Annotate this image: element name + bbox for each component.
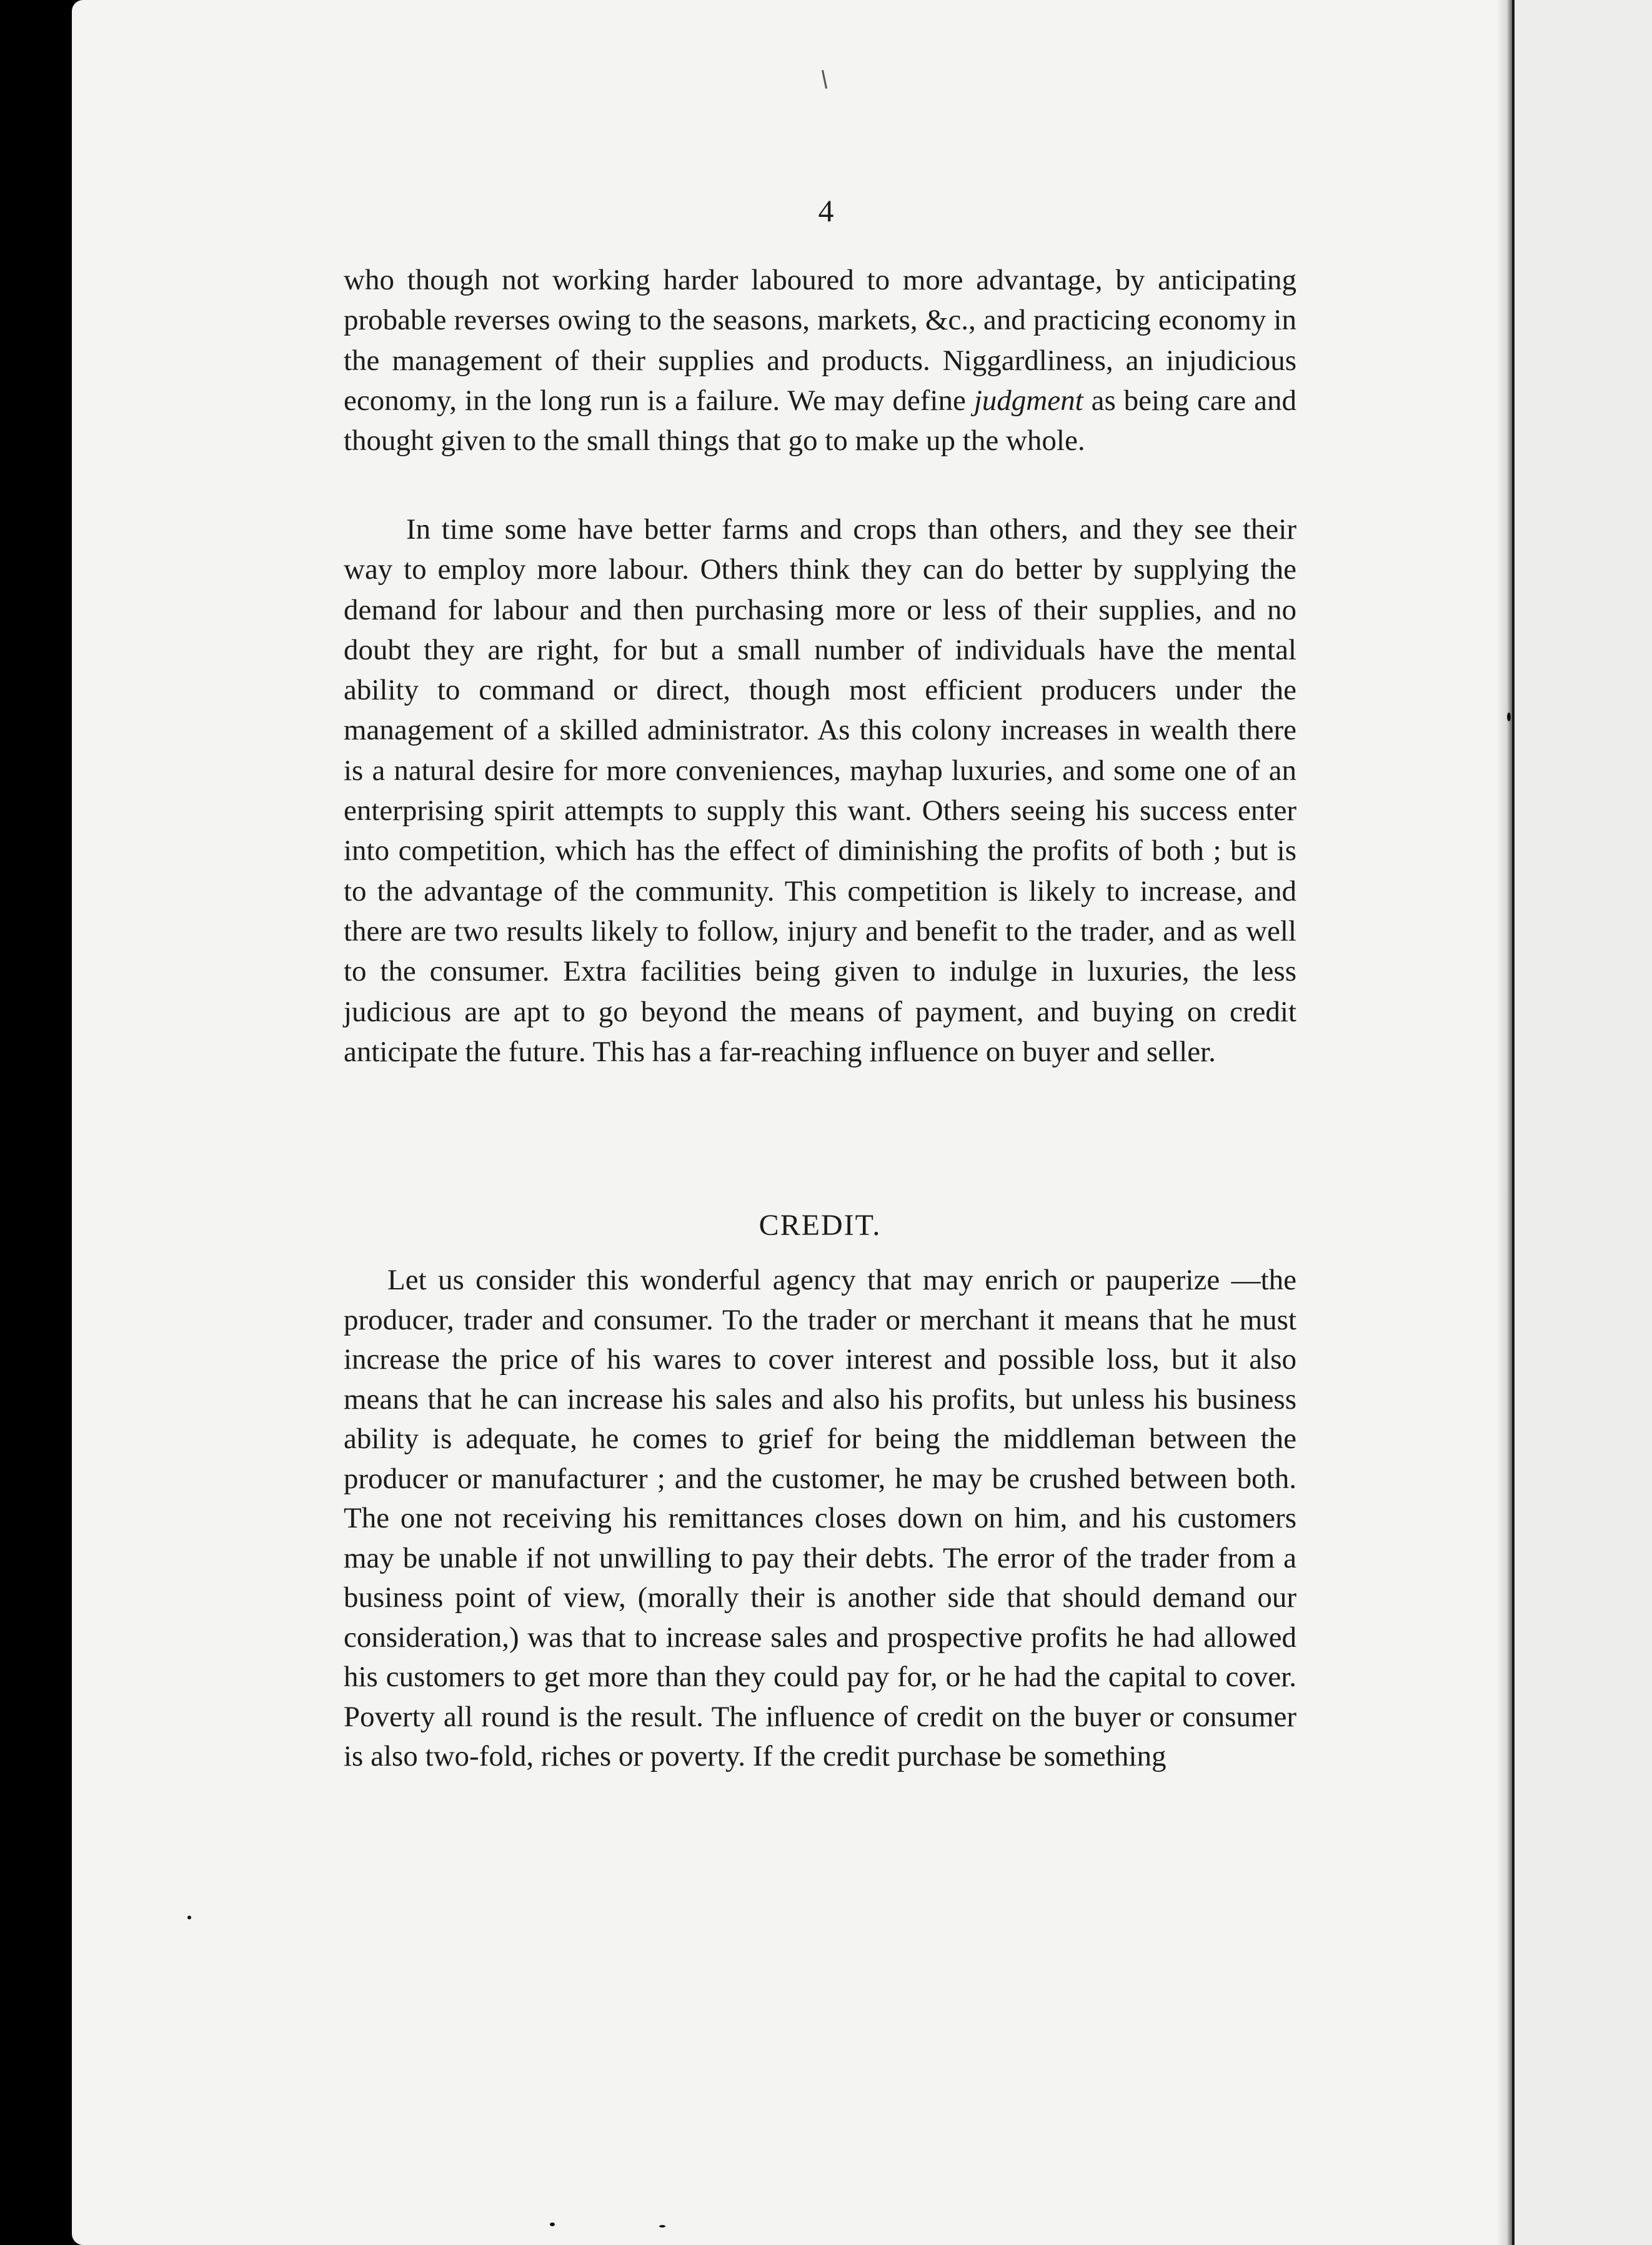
paragraph-2: In time some have better farms and crops than others, and they see their way to employ more labour. Others think they can do better by supplying the demand for labour and then purchasing more or less of their supplies, and no doubt they are right, for but a small number of individuals have the mental ability to command or direct, though most efficient producers under the management of a skilled administrator. As this colony increases in wealth there is a natural desire for more conveniences, mayhap luxuries, and some one of an enterprising spirit attempts to supply this want. Others seeing his success enter into competition, which has the effect of diminishing the profits of both ; but is to the advantage of the community. This competition is likely to increase, and there are two results likely to follow, injury and benefit to the trader, and as well to the consumer. Extra facilities being given to indulge in luxuries, the less judicious are apt to go beyond the means of payment, and buying on credit anticipate the future. This has a far-reaching influence on buyer and seller. xyxy=(344,513,1296,1068)
paragraph-3: Let us consider this wonderful agency that may enrich or pauperize —the producer, trader and consumer. To the trader or merchant it means that he must increase the price of his wares to cover interest and possible loss, but it also means that he can increase his sales and also his profits, but unless his business ability is adequate, he comes to grief for being the middleman between the producer or manufacturer ; and the customer, he may be crushed between both. The one not receiving his remittances closes down on him, and his customers may be unable if not unwilling to pay their debts. The error of the trader from a business point of view, (morally their is another side that should demand our consideration,) was that to increase sales and prospective profits he had allowed his customers to get more than they could pay for, or he had the capital to cover. Poverty all round is the result. The influence of credit on the buyer or consumer is also two-fold, riches or poverty. If the credit purchase be something xyxy=(344,1264,1296,1772)
scan-speck xyxy=(1507,712,1511,721)
adjacent-page-edge xyxy=(1512,0,1652,2245)
scan-speck xyxy=(659,2225,665,2228)
section-heading: CREDIT. xyxy=(759,1209,882,1242)
emphasized-word: judgment xyxy=(973,384,1083,417)
scan-speck xyxy=(187,1916,191,1919)
page-number: 4 xyxy=(818,193,834,228)
scan-speck xyxy=(550,2222,555,2226)
paragraph-1-text-start: who though not working harder laboured to more advantage, by anticipating probable reverses owing to the seasons, markets, &c., and practicing economy in the management of their supplies and products. Niggardliness, an injudicious economy, in the long run is a failure. We may define xyxy=(344,264,1296,417)
paragraph-1 xyxy=(344,260,1296,461)
paragraph-1-text-end: as being care and thought given to the small things that go to make up the whole. xyxy=(344,384,1296,458)
